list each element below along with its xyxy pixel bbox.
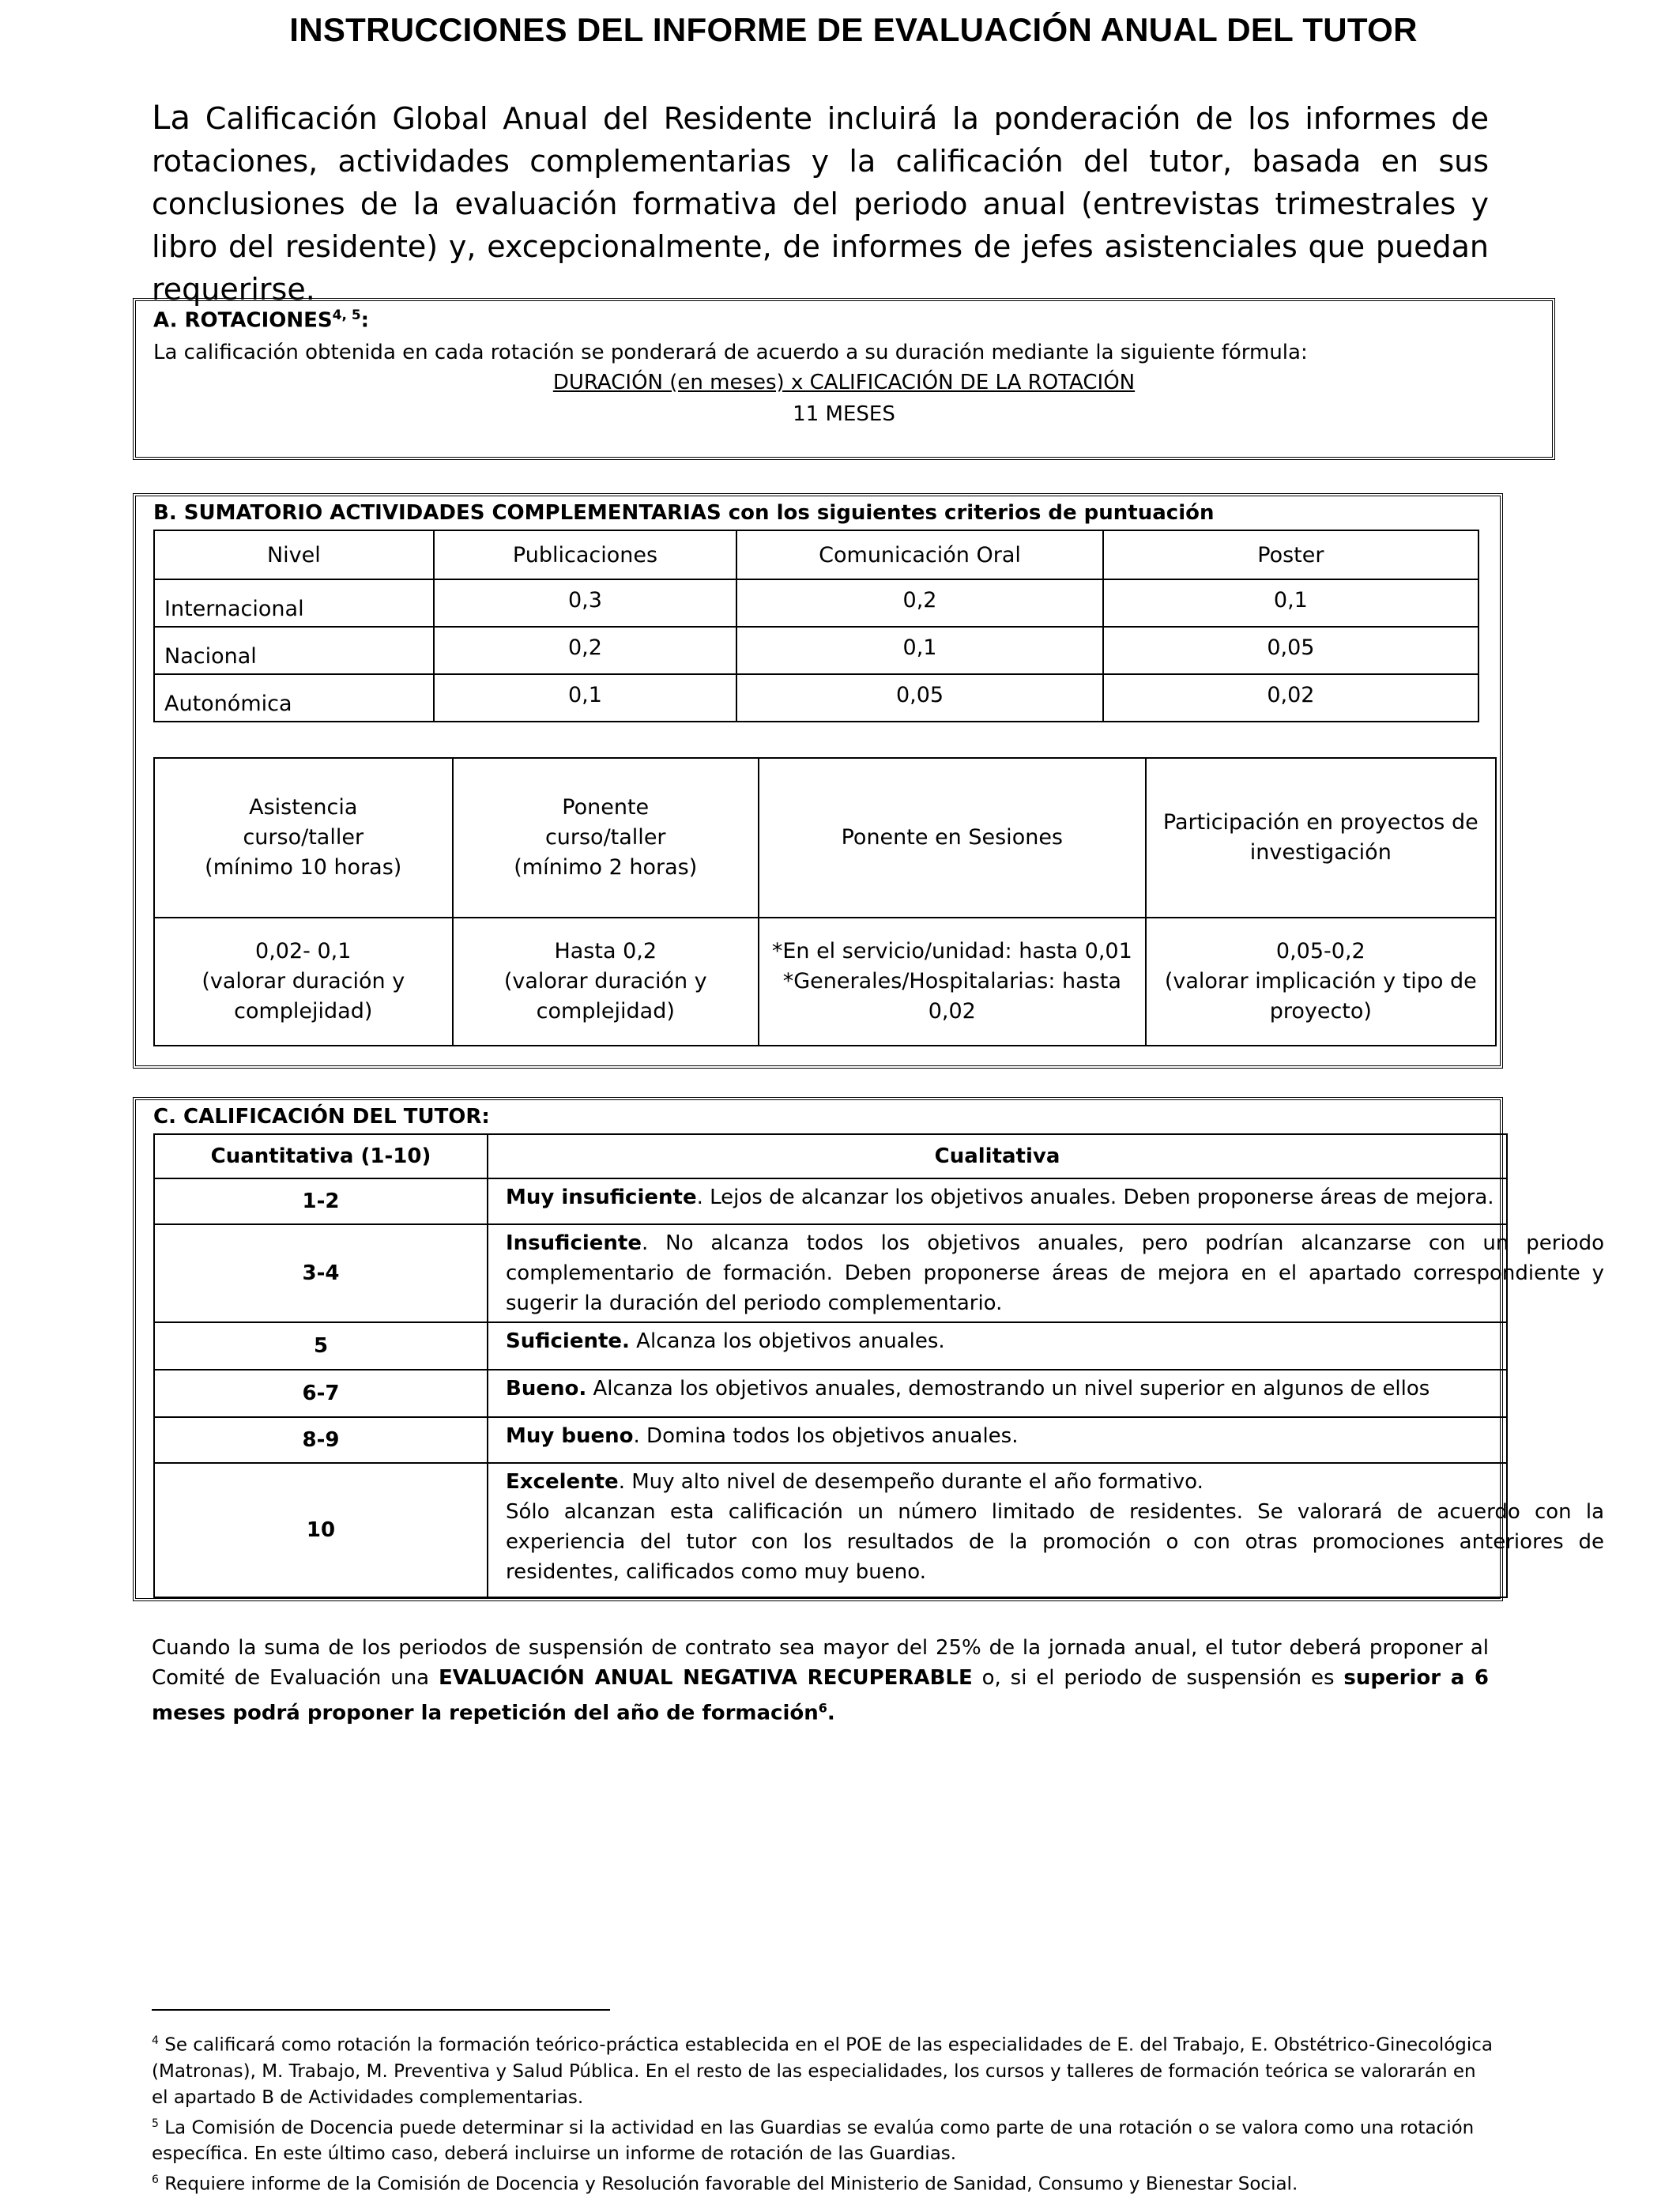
table-header-row bbox=[154, 530, 1478, 579]
column-header: Nivel bbox=[154, 530, 434, 579]
table-cell: Hasta 0,2 (valorar duración y complejidad) bbox=[453, 918, 759, 1046]
footnotes bbox=[152, 2028, 1495, 2198]
footnote-4: $^4$ Se calificará como rotación la formación teórico-práctica establecida en el POE de las especialidades de E. del Trabajo, E. Obstétrico-Ginecológica (Matronas), M. Trabajo, M. Preventiva y Salud Pública. En el resto de las especialidades, los cursos y talleres de formación teórica se valorarán en el apartado B de Actividades complementarias. bbox=[152, 2034, 1494, 2108]
table-cell: 0,1 bbox=[434, 674, 737, 722]
table-row bbox=[154, 1322, 1507, 1370]
table-cell: 0,1 bbox=[736, 627, 1102, 674]
formula-numerator: DURACIÓN (en meses) x CALIFICACIÓN DE LA ROTACIÓN bbox=[552, 371, 1136, 394]
section-a-heading: A. ROTACIONES$^{4, 5}$: bbox=[153, 307, 370, 333]
footnote-divider bbox=[152, 2009, 610, 2011]
description-cell: Suficiente. Alcanza los objetivos anuales. bbox=[488, 1322, 1507, 1370]
row-label: Autonómica bbox=[154, 674, 434, 722]
section-c-calificacion-tutor bbox=[133, 1097, 1604, 1601]
row-label: Nacional bbox=[154, 627, 434, 674]
column-header: Poster bbox=[1103, 530, 1478, 579]
footnote-5: $^5$ La Comisión de Docencia puede determinar si la actividad en las Guardias se evalúa como parte de una rotación o se valora como una rotación específica. En este último caso, deberá incluirse un informe de rotación de las Guardias. bbox=[152, 2117, 1475, 2165]
column-header: Ponente en Sesiones bbox=[759, 758, 1146, 918]
table-cell: 0,05-0,2 (valorar implicación y tipo de proyecto) bbox=[1146, 918, 1496, 1046]
table-cell: 0,05 bbox=[1103, 627, 1478, 674]
column-header: Comunicación Oral bbox=[736, 530, 1102, 579]
column-header-quantitative: Cuantitativa (1-10) bbox=[154, 1134, 488, 1178]
table-row bbox=[154, 918, 1496, 1046]
closing-paragraph: Cuando la suma de los periodos de suspensión de contrato sea mayor del 25% de la jornada anual, el tutor deberá proponer al Comité de Evaluación una EVALUACIÓN ANUAL NEGATIVA RECUPERABLE o, si el periodo de suspensión es superior a 6 meses podrá proponer la repetición del año de formación$^6$. bbox=[152, 1636, 1490, 1725]
footnote-6: $^6$ Requiere informe de la Comisión de Docencia y Resolución favorable del Ministerio de Sanidad, Consumo y Bienestar Social. bbox=[152, 2173, 1298, 2195]
footnote-ref-6: 6 bbox=[818, 1700, 827, 1715]
column-header: Participación en proyectos de investigación bbox=[1146, 758, 1496, 918]
table-row bbox=[154, 1417, 1507, 1463]
score-cell: 10 bbox=[154, 1463, 488, 1597]
column-header: Asistencia curso/taller (mínimo 10 horas) bbox=[154, 758, 453, 918]
table-cell: 0,3 bbox=[434, 579, 737, 627]
score-cell: 1-2 bbox=[154, 1178, 488, 1224]
description-cell: Muy bueno. Domina todos los objetivos anuales. bbox=[488, 1417, 1507, 1463]
column-header-qualitative: Cualitativa bbox=[488, 1134, 1507, 1178]
table-cell: *En el servicio/unidad: hasta 0,01 *Generales/Hospitalarias: hasta 0,02 bbox=[759, 918, 1146, 1046]
table-row bbox=[154, 1224, 1507, 1322]
score-cell: 5 bbox=[154, 1322, 488, 1370]
table-row bbox=[154, 1463, 1507, 1597]
footnote-ref-4-5: 4, 5 bbox=[332, 307, 361, 323]
section-c-heading: C. CALIFICACIÓN DEL TUTOR: bbox=[153, 1105, 490, 1129]
description-cell: Excelente. Muy alto nivel de desempeño durante el año formativo. Sólo alcanzan esta calificación un número limitado de residentes. Se valorará de acuerdo con la experiencia del tutor con los resultados de la promoción o con otras promociones anteriores de residentes, calificados como muy bueno. bbox=[488, 1463, 1507, 1597]
table-row bbox=[154, 674, 1478, 722]
section-a-text: La calificación obtenida en cada rotación se ponderará de acuerdo a su duración mediante la siguiente fórmula: bbox=[153, 341, 1308, 364]
score-cell: 8-9 bbox=[154, 1417, 488, 1463]
column-header: Ponente curso/taller (mínimo 2 horas) bbox=[453, 758, 759, 918]
table-row bbox=[154, 1370, 1507, 1417]
table-header-row bbox=[154, 758, 1496, 918]
table-row bbox=[154, 627, 1478, 674]
table-row bbox=[154, 1178, 1507, 1224]
table-cell: 0,05 bbox=[736, 674, 1102, 722]
score-cell: 6-7 bbox=[154, 1370, 488, 1417]
row-label: Internacional bbox=[154, 579, 434, 627]
intro-text: Calificación Global Anual del Residente incluirá la ponderación de los informes de rotaciones, actividades complementarias y la calificación del tutor, basada en sus conclusiones de la evaluación formativa del periodo anual (entrevistas trimestrales y libro del residente) y, excepcionalmente, de informes de jefes asistenciales que puedan requerirse. bbox=[152, 101, 1489, 307]
intro-paragraph bbox=[152, 96, 1489, 311]
table-cell: 0,02 bbox=[1103, 674, 1478, 722]
intro-lead: La bbox=[152, 98, 191, 137]
page-title: INSTRUCCIONES DEL INFORME DE EVALUACIÓN ANUAL DEL TUTOR bbox=[289, 11, 1418, 48]
table-row bbox=[154, 579, 1478, 627]
table-cell: 0,2 bbox=[736, 579, 1102, 627]
formula-denominator: 11 MESES bbox=[793, 402, 895, 426]
description-cell: Bueno. Alcanza los objetivos anuales, demostrando un nivel superior en algunos de ellos bbox=[488, 1370, 1507, 1417]
section-b-actividades bbox=[133, 493, 1503, 1069]
scoring-table-publications bbox=[153, 530, 1479, 722]
table-header-row bbox=[154, 1134, 1507, 1178]
description-cell: Insuficiente. No alcanza todos los objetivos anuales, pero podrían alcanzarse con un periodo complementario de formación. Deben proponerse áreas de mejora en el apartado correspondiente y sugerir la duración del periodo complementario. bbox=[488, 1224, 1507, 1322]
section-b-heading: B. SUMATORIO ACTIVIDADES COMPLEMENTARIAS con los siguientes criterios de puntuación bbox=[153, 501, 1215, 525]
tutor-grading-table bbox=[153, 1133, 1604, 1598]
score-cell: 3-4 bbox=[154, 1224, 488, 1322]
section-a-rotaciones bbox=[133, 298, 1555, 460]
table-cell: 0,1 bbox=[1103, 579, 1478, 627]
description-cell: Muy insuficiente. Lejos de alcanzar los objetivos anuales. Deben proponerse áreas de mejora. bbox=[488, 1178, 1507, 1224]
scoring-table-activities bbox=[153, 757, 1497, 1046]
table-cell: 0,02- 0,1 (valorar duración y complejidad) bbox=[154, 918, 453, 1046]
column-header: Publicaciones bbox=[434, 530, 737, 579]
table-cell: 0,2 bbox=[434, 627, 737, 674]
